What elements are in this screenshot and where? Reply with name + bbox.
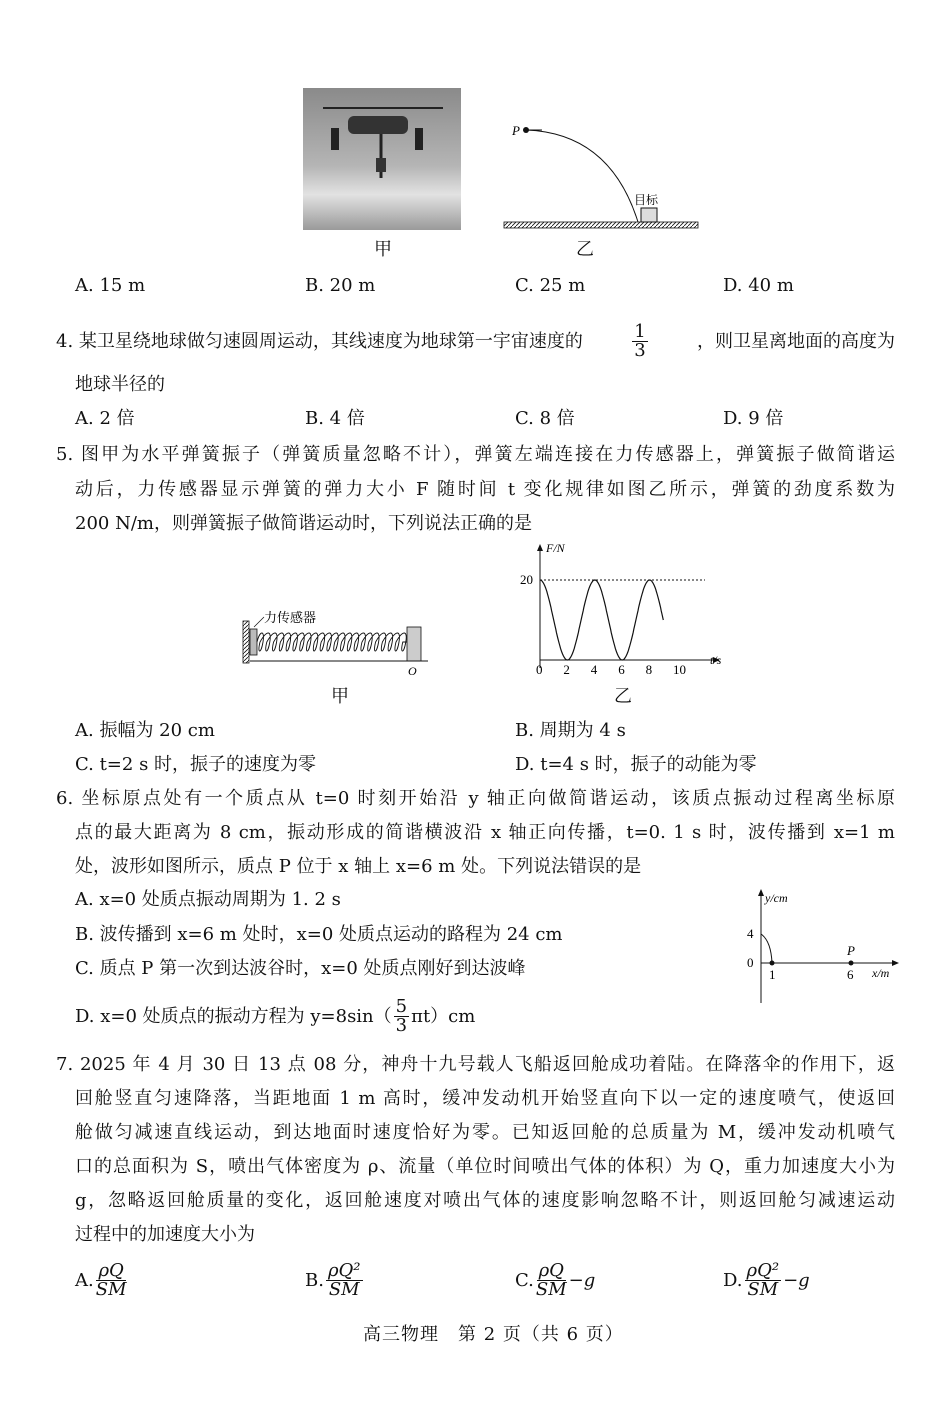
x-tick-label: 4 [590, 662, 598, 677]
q7-stem-line4: 口的总面积为 S，喷出气体密度为 ρ、流量（单位时间喷出气体的体积）为 Q，重力加速度大小为 [75, 1156, 895, 1177]
point-p-label: P [512, 123, 520, 138]
option-label: B. [305, 1269, 324, 1291]
q7-option-b[interactable] [305, 1262, 365, 1299]
q5-option-b[interactable]: B. 周期为 4 s [515, 720, 626, 741]
option-label: C. [515, 1269, 534, 1291]
q7-option-c[interactable] [515, 1262, 595, 1299]
q7-stem-line6: 过程中的加速度大小为 [75, 1224, 255, 1245]
q4-text-b: ，则卫星离地面的高度为 [696, 330, 895, 352]
q7-stem-line5: g，忽略返回舱质量的变化，返回舱速度对喷出气体的速度影响忽略不计，则返回舱匀减速运动 [75, 1190, 895, 1211]
q4-option-c[interactable]: C. 8 倍 [515, 408, 575, 429]
drone-photo [303, 88, 461, 230]
spring-oscillator-diagram [240, 605, 430, 680]
figure-label-jia: 甲 [331, 686, 349, 707]
q5-option-a[interactable]: A. 振幅为 20 cm [75, 720, 215, 741]
q4-stem-line1 [56, 323, 895, 360]
point-p-label: P [847, 943, 855, 958]
q7-stem-line2: 回舱竖直匀速降落，当距地面 1 m 高时，缓冲发动机开始竖直向下以一定的速度喷气，使返回 [75, 1088, 895, 1109]
q3-option-a[interactable]: A. 15 m [75, 275, 146, 296]
force-sensor-label: 力传感器 [264, 610, 317, 625]
force-time-chart [510, 540, 740, 680]
x-axis-label: t/s [710, 653, 722, 667]
q4-text-a: 4. 某卫星绕地球做匀速圆周运动，其线速度为地球第一宇宙速度的 [56, 330, 583, 352]
page-footer: 高三物理 第 2 页（共 6 页） [363, 1324, 624, 1345]
projectile-diagram [500, 118, 700, 233]
option-tail: −g [568, 1269, 596, 1291]
q7-stem-line1: 7. 2025 年 4 月 30 日 13 点 08 分，神舟十九号载人飞船返回舱成功着陆。在降落伞的作用下，返 [56, 1054, 895, 1075]
q4-option-b[interactable]: B. 4 倍 [305, 408, 365, 429]
q3-option-d[interactable]: D. 40 m [723, 275, 794, 296]
q4-option-d[interactable]: D. 9 倍 [723, 408, 784, 429]
fraction: $\frac{\text{ρQ²}}{SM}$ [746, 1260, 780, 1300]
figure-label-yi: 乙 [614, 686, 632, 707]
option-d-text-a: D. x=0 处质点的振动方程为 y=8sin（ [75, 1005, 392, 1027]
target-label: 目标 [634, 193, 659, 207]
q4-option-a[interactable]: A. 2 倍 [75, 408, 135, 429]
option-label: D. [723, 1269, 743, 1291]
q5-stem-line2: 动后，力传感器显示弹簧的弹力大小 F 随时间 t 变化规律如图乙所示，弹簧的劲度系数为 [75, 479, 895, 500]
option-d-text-b: πt）cm [411, 1005, 476, 1027]
fraction: $\frac{\text{ρQ²}}{SM}$ [327, 1260, 361, 1300]
q6-stem-line2: 点的最大距离为 8 cm，振动形成的简谐横波沿 x 轴正向传播，t=0. 1 s 时，波传播到 x=1 m [75, 822, 895, 843]
option-label: A. [75, 1269, 94, 1291]
x-tick-label: 10 [673, 662, 686, 677]
q5-option-c[interactable]: C. t=2 s 时，振子的速度为零 [75, 754, 317, 775]
q6-stem-line1: 6. 坐标原点处有一个质点从 t=0 时刻开始沿 y 轴正向做简谐运动，该质点振动过程离坐标原 [56, 788, 895, 809]
figure-label-jia: 甲 [374, 239, 392, 260]
fraction: $\frac{5}{3}$ [395, 996, 408, 1036]
q6-option-b[interactable]: B. 波传播到 x=6 m 处时，x=0 处质点运动的路程为 24 cm [75, 924, 563, 945]
wave-graph [735, 885, 900, 1005]
q7-stem-line3: 舱做匀减速直线运动，到达地面时速度恰好为零。已知返回舱的总质量为 M，缓冲发动机喷气 [75, 1122, 895, 1143]
q5-stem-line3: 200 N/m，则弹簧振子做简谐运动时，下列说法正确的是 [75, 513, 532, 534]
q6-stem-line3: 处，波形如图所示，质点 P 位于 x 轴上 x=6 m 处。下列说法错误的是 [75, 856, 642, 877]
y-axis-label: F/N [546, 541, 565, 555]
x-tick-label: 0 [536, 662, 543, 677]
q3-option-c[interactable]: C. 25 m [515, 275, 586, 296]
x-tick-label: 8 [645, 662, 653, 677]
x-tick-label: 6 [618, 662, 625, 677]
q6-option-a[interactable]: A. x=0 处质点振动周期为 1. 2 s [75, 889, 341, 910]
option-tail: −g [783, 1269, 810, 1291]
x-tick-1: 1 [769, 967, 776, 982]
origin-label: O [408, 664, 417, 678]
fraction: $\frac{\rho Q}{SM}$ [95, 1260, 127, 1300]
q6-option-c[interactable]: C. 质点 P 第一次到达波谷时，x=0 处质点刚好到达波峰 [75, 958, 526, 979]
q5-option-d[interactable]: D. t=4 s 时，振子的动能为零 [515, 754, 757, 775]
y-tick: 4 [747, 926, 754, 941]
figure-label-yi: 乙 [576, 239, 594, 260]
x-axis-label: x/m [872, 966, 890, 980]
q7-option-a[interactable] [75, 1262, 129, 1299]
x-tick-label: 2 [563, 662, 570, 677]
origin-tick: 0 [747, 955, 754, 970]
drone-icon [303, 88, 461, 230]
x-tick-6: 6 [847, 967, 854, 982]
q3-option-b[interactable]: B. 20 m [305, 275, 376, 296]
q6-option-d[interactable] [75, 998, 475, 1035]
fraction: $\frac{1}{3}$ [634, 321, 646, 361]
y-tick: 20 [520, 572, 533, 587]
q7-option-d[interactable] [723, 1262, 810, 1299]
q5-stem-line1: 5. 图甲为水平弹簧振子（弹簧质量忽略不计），弹簧左端连接在力传感器上，弹簧振子做简谐运 [56, 444, 895, 465]
y-axis-label: y/cm [765, 891, 788, 905]
q4-stem-line2: 地球半径的 [75, 374, 165, 395]
fraction: $\frac{\rho Q}{SM}$ [535, 1260, 567, 1300]
